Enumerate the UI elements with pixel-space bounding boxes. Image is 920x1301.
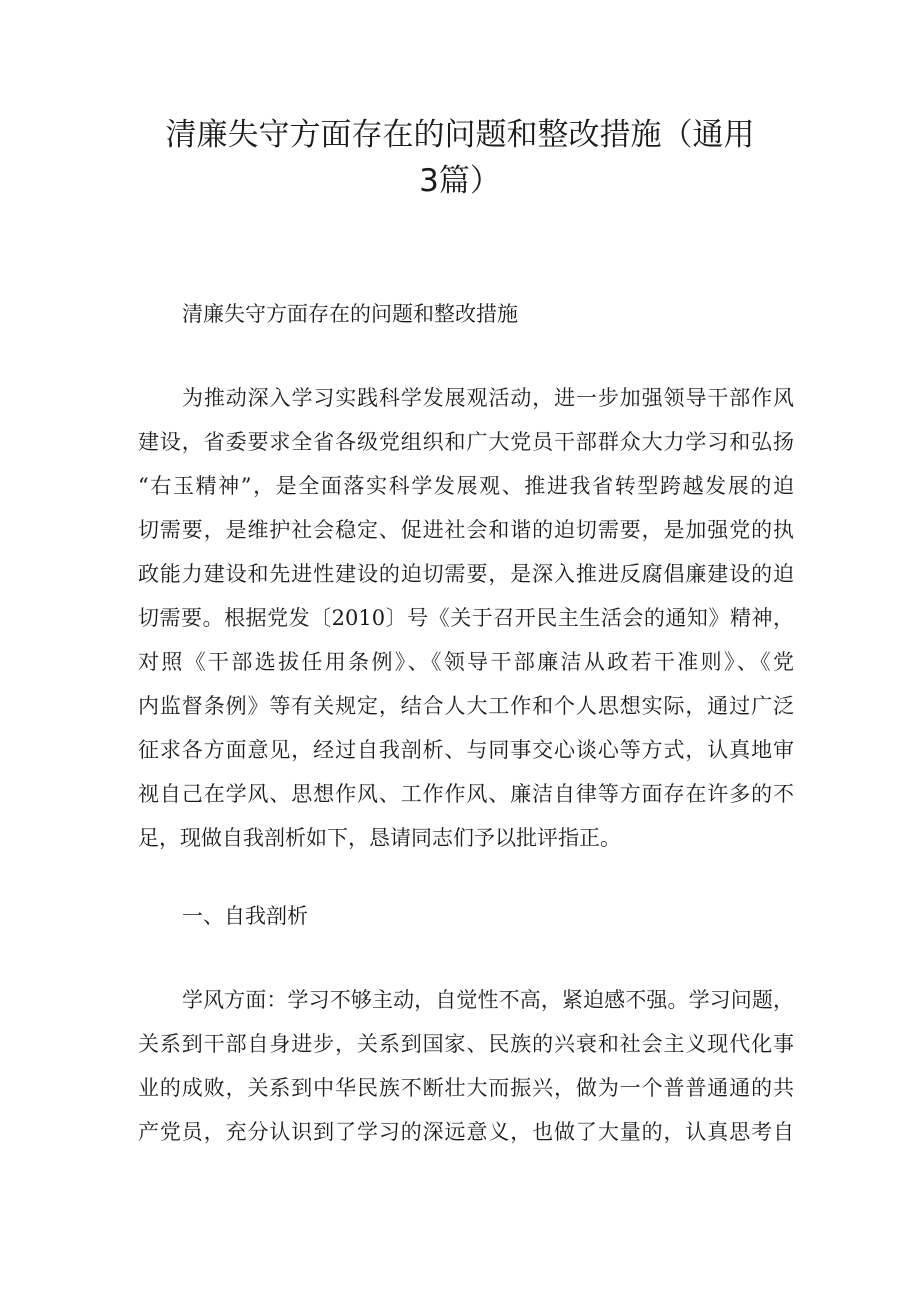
paragraph-line: 为推动深入学习实践科学发展观活动，进一步加强领导干部作风 — [182, 386, 794, 410]
paragraph-intro — [138, 376, 794, 860]
paragraph-line: 政能力建设和先进性建设的迫切需要，是深入推进反腐倡廉建设的迫 — [138, 562, 794, 586]
paragraph-line: 业的成败，关系到中华民族不断壮大而振兴，做为一个普普通通的共 — [138, 1076, 794, 1100]
paragraph-line: 足，现做自我剖析如下，恳请同志们予以批评指正。 — [138, 826, 621, 850]
section-subtitle: 清廉失守方面存在的问题和整改措施 — [182, 302, 518, 326]
paragraph-line: 对照《干部选拔任用条例》、《领导干部廉洁从政若干准则》、《党 — [138, 650, 794, 674]
paragraph-line: 征求各方面意见，经过自我剖析、与同事交心谈心等方式，认真地审 — [138, 738, 794, 762]
section-heading-self-analysis: 一、自我剖析 — [182, 904, 308, 928]
paragraph-line: 内监督条例》等有关规定，结合人大工作和个人思想实际，通过广泛 — [138, 694, 794, 718]
paragraph-line: 关系到干部自身进步，关系到国家、民族的兴衰和社会主义现代化事 — [138, 1032, 794, 1056]
paragraph-line: 学风方面：学习不够主动，自觉性不高，紧迫感不强。学习问题， — [182, 988, 794, 1012]
paragraph-line: 切需要，是维护社会稳定、促进社会和谐的迫切需要，是加强党的执 — [138, 518, 794, 542]
paragraph-line: “右玉精神”，是全面落实科学发展观、推进我省转型跨越发展的迫 — [138, 474, 794, 498]
paragraph-study-style — [138, 978, 794, 1154]
paragraph-line: 视自己在学风、思想作风、工作作风、廉洁自律等方面存在许多的不 — [138, 782, 794, 806]
paragraph-line: 建设，省委要求全省各级党组织和广大党员干部群众大力学习和弘扬 — [138, 430, 794, 454]
paragraph-line: 产党员，充分认识到了学习的深远意义，也做了大量的，认真思考自 — [138, 1120, 794, 1144]
document-title — [120, 112, 800, 204]
paragraph-line: 切需要。根据党发〔2010〕号《关于召开民主生活会的通知》精神， — [138, 606, 794, 630]
title-line-2: 3篇） — [419, 163, 501, 199]
title-line-1: 清廉失守方面存在的问题和整改措施（通用 — [165, 117, 755, 153]
